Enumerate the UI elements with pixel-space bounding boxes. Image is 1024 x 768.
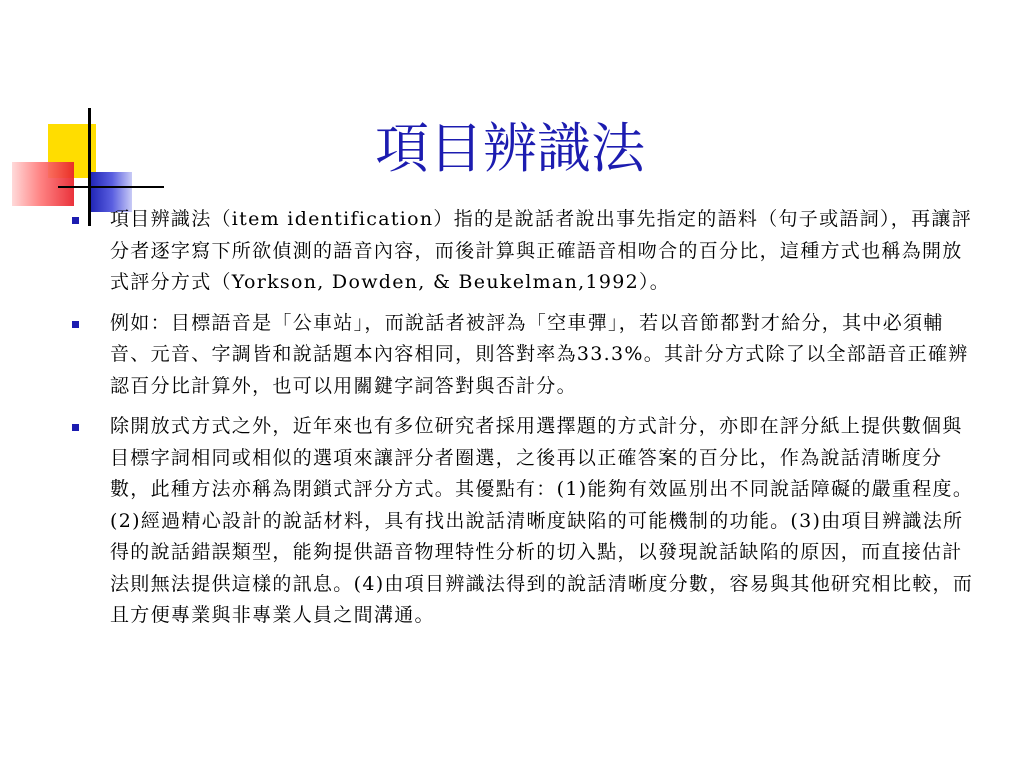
logo-red-square — [12, 162, 74, 206]
bullet-text: 例如：目標語音是「公車站」，而說話者被評為「空車彈」，若以音節都對才給分，其中必須輔音、元音、字調皆和說話題本內容相同，則答對率為33.3%。其計分方式除了以全部語音正確辨認百分比計算外，也可以用關鍵字詞答對與否計分。 — [110, 311, 969, 397]
bullet-text: 除開放式方式之外，近年來也有多位研究者採用選擇題的方式計分，亦即在評分紙上提供數個與目標字詞相同或相似的選項來讓評分者圈選，之後再以正確答案的百分比，作為說話清晰度分數，此種方法亦稱為閉鎖式評分方式。其優點有：(1)能夠有效區別出不同說話障礙的嚴重程度。(2)經過精心設計的說話材料，具有找出說話清晰度缺陷的可能機制的功能。(3)由項目辨識法所得的說話錯誤類型，能夠提供語音物理特性分析的切入點，以發現說話缺陷的原因，而直接估計法則無法提供這樣的訊息。(4)由項目辨識法得到的說話清晰度分數，容易與其他研究相比較，而且方便專業與非專業人員之間溝通。 — [110, 415, 974, 626]
bullet-item-3 — [70, 411, 980, 632]
bullet-text: 項目辨識法（item identification）指的是說話者說出事先指定的語料（句子或語詞），再讓評分者逐字寫下所欲偵測的語音內容，而後計算與正確語音相吻合的百分比，這種方式也稱為開放式評分方式（Yorkson, Dowden, & Beukelman,1992）。 — [110, 208, 973, 293]
logo-horizontal-line — [58, 186, 164, 188]
bullet-list — [70, 204, 980, 641]
bullet-item-2 — [70, 308, 980, 403]
slide-title: 項目辨識法 — [375, 117, 645, 180]
bullet-square-icon — [72, 321, 79, 328]
bullet-square-icon — [72, 424, 79, 431]
bullet-square-icon — [72, 217, 79, 224]
bullet-item-1 — [70, 204, 980, 299]
